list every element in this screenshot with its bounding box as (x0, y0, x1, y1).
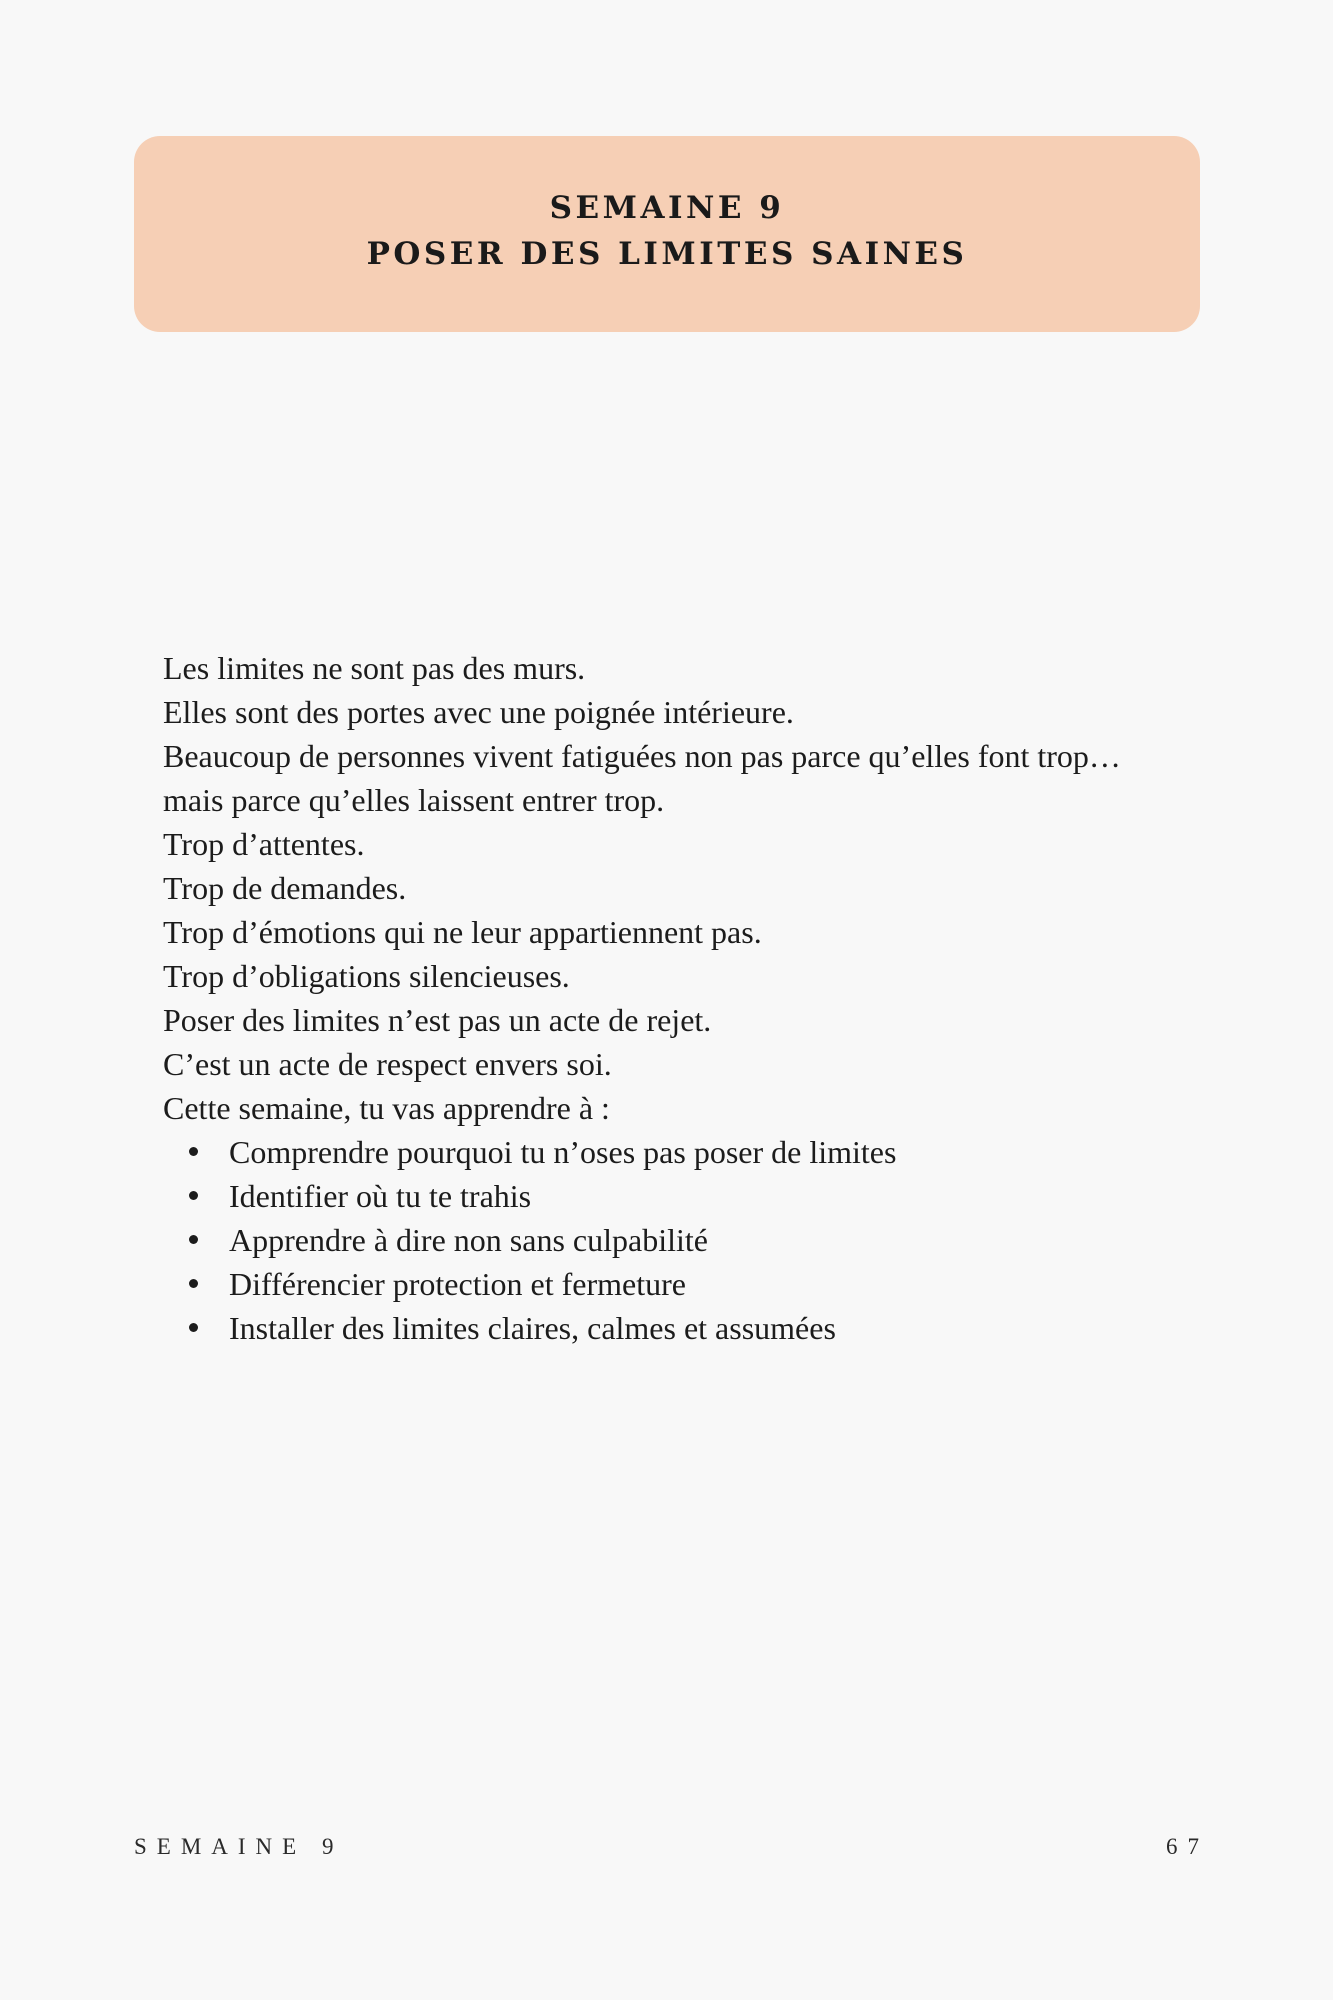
paragraph: Trop de demandes. (163, 870, 407, 906)
bullet-icon (189, 1235, 198, 1244)
bullet-text: Installer des limites claires, calmes et assumées (229, 1310, 836, 1346)
bullet-icon (189, 1191, 198, 1200)
bullet-text: Différencier protection et fermeture (229, 1266, 686, 1302)
paragraph: Trop d’obligations silencieuses. (163, 958, 570, 994)
body-text (163, 646, 1183, 1350)
page-number: 67 (1166, 1834, 1209, 1859)
bullet-icon (189, 1323, 198, 1332)
footer-section-label: SEMAINE 9 (134, 1834, 344, 1859)
bullet-item (163, 1262, 1183, 1306)
paragraph: Les limites ne sont pas des murs. (163, 650, 586, 686)
chapter-title: POSER DES LIMITES SAINES (366, 236, 968, 272)
paragraph: Beaucoup de personnes vivent fatiguées non pas parce qu’elles font trop… (163, 738, 1121, 774)
paragraph: Cette semaine, tu vas apprendre à : (163, 1090, 610, 1126)
bullet-text: Identifier où tu te trahis (229, 1178, 532, 1214)
bullet-item (163, 1174, 1183, 1218)
chapter-number: SEMAINE 9 (549, 190, 785, 226)
chapter-header (134, 136, 1200, 332)
paragraph: mais parce qu’elles laissent entrer trop. (163, 782, 665, 818)
bullet-item (163, 1218, 1183, 1262)
bullet-text: Comprendre pourquoi tu n’oses pas poser de limites (229, 1134, 897, 1170)
bullet-text: Apprendre à dire non sans culpabilité (229, 1222, 708, 1258)
paragraph: C’est un acte de respect envers soi. (163, 1046, 612, 1082)
bullet-icon (189, 1147, 198, 1156)
paragraph: Elles sont des portes avec une poignée intérieure. (163, 694, 794, 730)
paragraph: Trop d’émotions qui ne leur appartiennent pas. (163, 914, 762, 950)
bullet-item (163, 1306, 1183, 1350)
bullet-icon (189, 1279, 198, 1288)
paragraph: Trop d’attentes. (163, 826, 365, 862)
paragraph: Poser des limites n’est pas un acte de rejet. (163, 1002, 712, 1038)
bullet-item (163, 1130, 1183, 1174)
bullet-list (163, 1130, 1183, 1350)
